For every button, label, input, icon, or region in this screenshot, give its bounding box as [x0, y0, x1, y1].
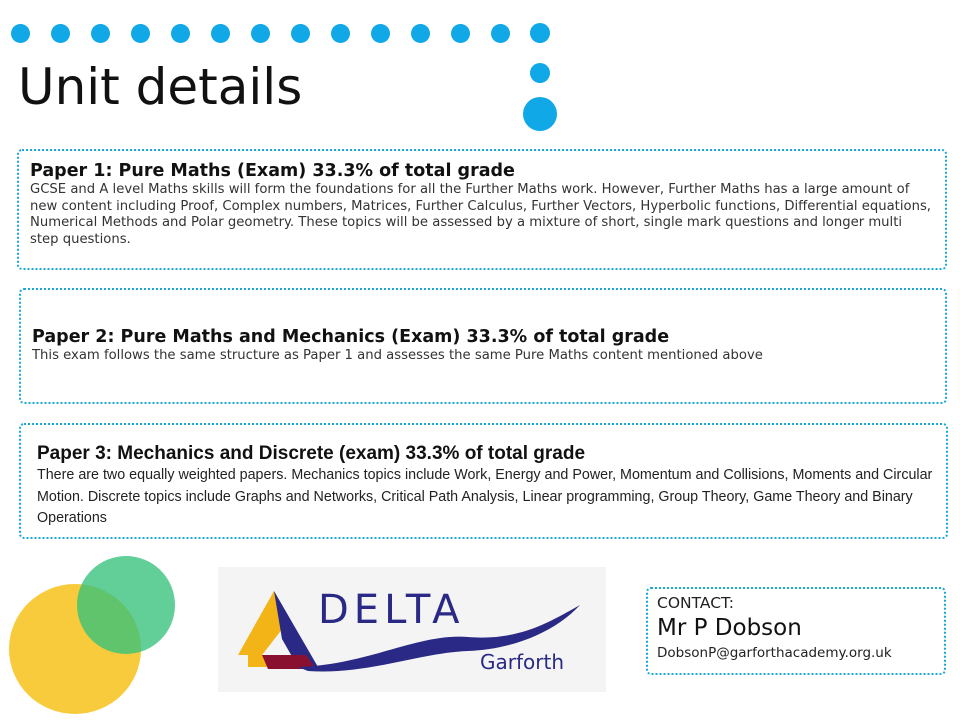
- contact-label: CONTACT:: [657, 594, 735, 612]
- paper-2-description: This exam follows the same structure as Paper 1 and assesses the same Pure Maths content mentioned above: [32, 348, 763, 363]
- dot: [131, 24, 150, 43]
- dot: [331, 24, 350, 43]
- dot: [530, 63, 550, 83]
- dot: [451, 24, 470, 43]
- paper-1-description: GCSE and A level Maths skills will form the foundations for all the Further Maths work. However, Further Maths has a large amount of new content including Proof, Complex numbers, Matrices, Further Calculus, Further Vectors, Hyperbolic functions, Differential equations, Numerical Methods and Polar geometry. These topics will be assessed by a mixture of short, single mark questions and longer multi step questions.: [30, 182, 932, 247]
- dot: [523, 97, 557, 131]
- dot: [251, 24, 270, 43]
- paper-3-heading: Paper 3: Mechanics and Discrete (exam) 33.3% of total grade: [37, 443, 586, 464]
- dot: [371, 24, 390, 43]
- dot: [411, 24, 430, 43]
- dot: [91, 24, 110, 43]
- paper-2-card: [19, 288, 947, 404]
- dot: [491, 24, 510, 43]
- green-circle: [77, 556, 175, 654]
- delta-logo: [218, 567, 606, 692]
- contact-email[interactable]: DobsonP@garforthacademy.org.uk: [657, 645, 892, 661]
- dot: [51, 24, 70, 43]
- dot: [211, 24, 230, 43]
- paper-3-card: [19, 423, 948, 539]
- paper-1-heading: Paper 1: Pure Maths (Exam) 33.3% of total grade: [30, 161, 515, 181]
- page-title: Unit details: [18, 58, 303, 116]
- dot: [530, 23, 550, 43]
- logo-word: DELTA: [318, 587, 465, 633]
- paper-3-description: There are two equally weighted papers. Mechanics topics include Work, Energy and Power, Momentum and Collisions, Moments and Circular Motion. Discrete topics include Graphs and Networks, Critical Path Analysis, Linear programming, Group Theory, Game Theory and Binary Operations: [37, 467, 933, 526]
- contact-name: Mr P Dobson: [657, 615, 802, 641]
- dot: [171, 24, 190, 43]
- dot: [11, 24, 30, 43]
- paper-2-heading: Paper 2: Pure Maths and Mechanics (Exam) 33.3% of total grade: [32, 327, 670, 347]
- dot: [291, 24, 310, 43]
- contact-card: [646, 587, 946, 675]
- paper-1-card: [17, 149, 947, 270]
- logo-subword: Garforth: [480, 650, 564, 674]
